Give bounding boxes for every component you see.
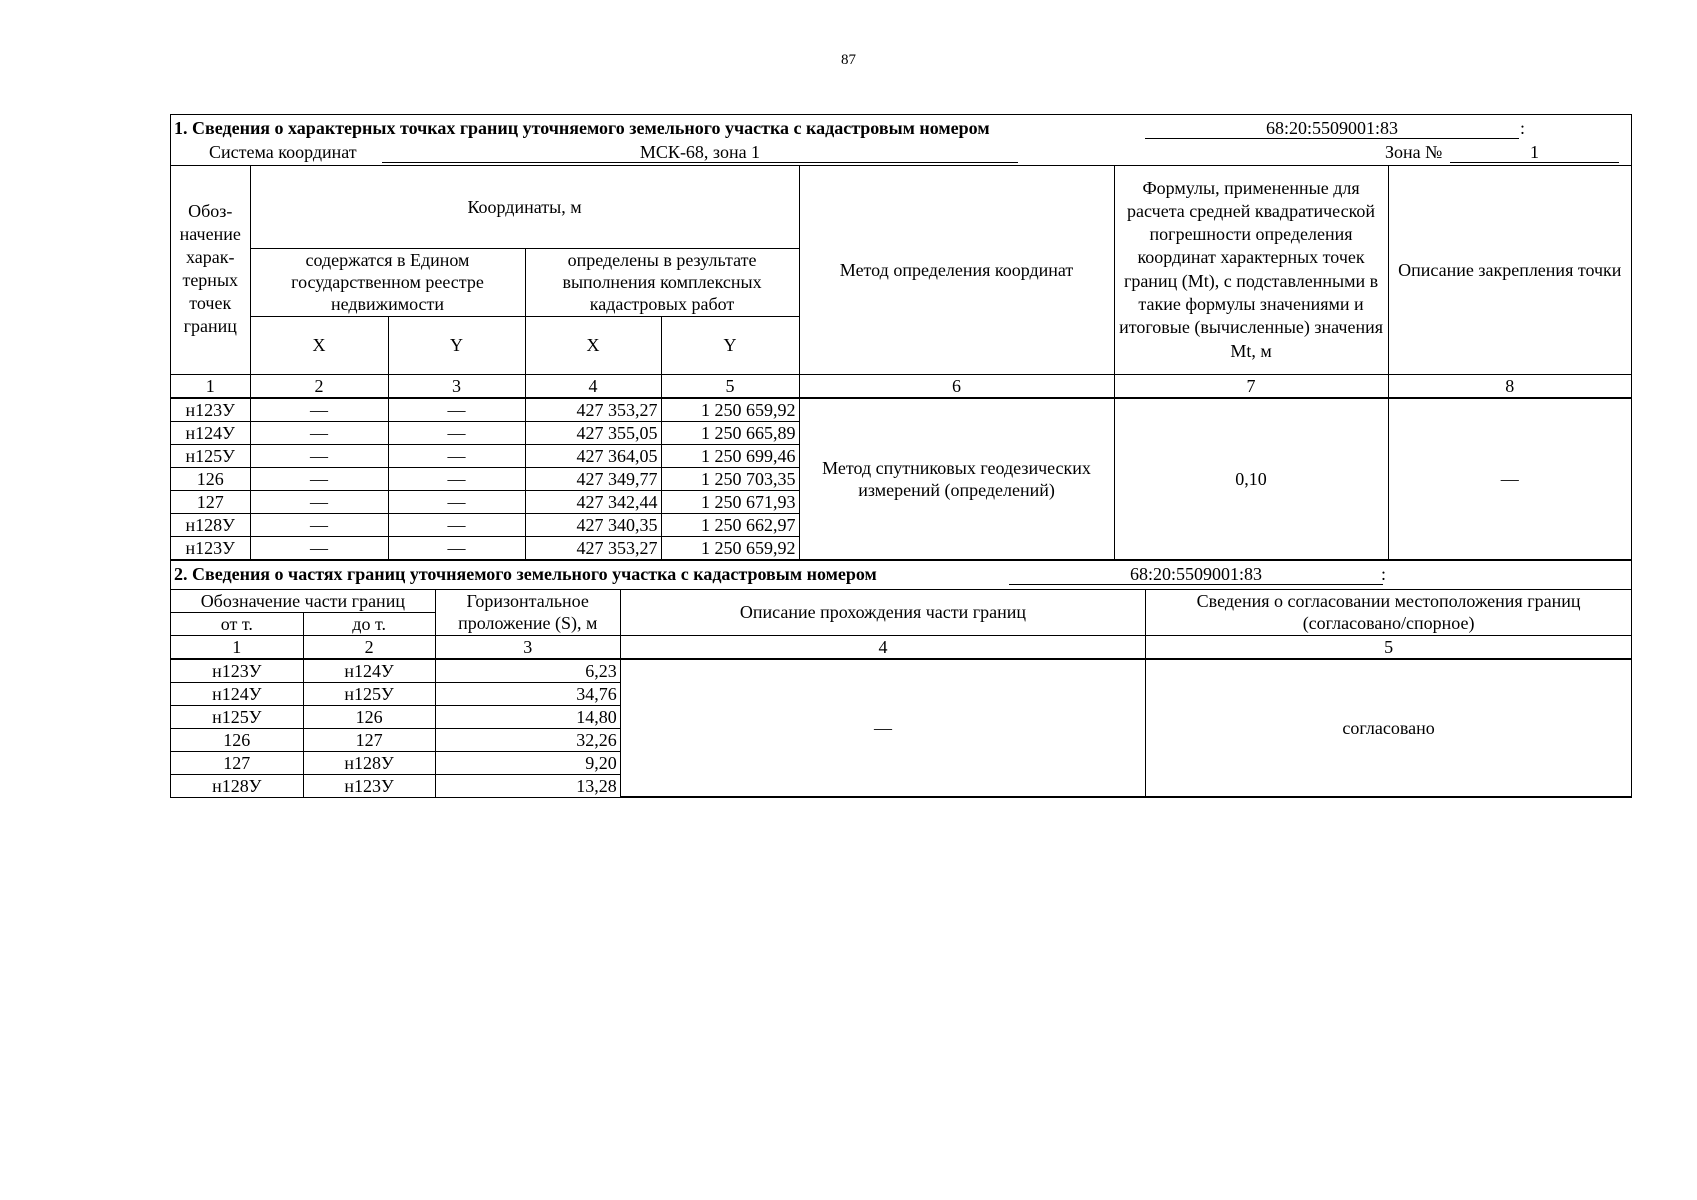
- point-id: н123У: [171, 398, 250, 422]
- egrn-x: —: [250, 536, 388, 559]
- zone-value: 1: [1450, 142, 1619, 163]
- header-fixing: Описание закрепления точки: [1388, 166, 1631, 374]
- egrn-y: —: [388, 490, 525, 513]
- section2-colon: :: [1381, 563, 1387, 584]
- header-to: до т.: [303, 612, 435, 635]
- to-point: 126: [303, 705, 435, 728]
- header-egrn-x: X: [250, 316, 388, 374]
- egrn-x: —: [250, 398, 388, 422]
- header-complex-y: Y: [661, 316, 799, 374]
- length-value: 32,26: [435, 728, 620, 751]
- header-agreement: Сведения о согласовании местоположения границ (согласовано/спорное): [1146, 590, 1631, 636]
- boundary-document: [170, 114, 1632, 798]
- table-row: [171, 659, 1631, 683]
- coord-x: 427 342,44: [525, 490, 661, 513]
- section2-cadastral-number: 68:20:5509001:83: [1009, 564, 1383, 585]
- coord-y: 1 250 671,93: [661, 490, 799, 513]
- from-point: н128У: [171, 774, 303, 797]
- section1-colon: :: [1520, 118, 1526, 138]
- page-number: 87: [841, 52, 856, 68]
- header-point-designation: Обоз-начение харак-терных точек границ: [171, 166, 250, 374]
- length-value: 14,80: [435, 705, 620, 728]
- header-from: от т.: [171, 612, 303, 635]
- section2-header: [171, 560, 1631, 590]
- egrn-x: —: [250, 513, 388, 536]
- col-number: 4: [525, 374, 661, 398]
- coord-x: 427 353,27: [525, 536, 661, 559]
- coord-x: 427 340,35: [525, 513, 661, 536]
- col-number: 7: [1114, 374, 1388, 398]
- egrn-y: —: [388, 513, 525, 536]
- col-number: 2: [303, 635, 435, 659]
- to-point: н125У: [303, 682, 435, 705]
- col-number: 1: [171, 635, 303, 659]
- to-point: н128У: [303, 751, 435, 774]
- length-value: 34,76: [435, 682, 620, 705]
- header-complex: определены в результате выполнения комплексных кадастровых работ: [525, 248, 799, 316]
- point-id: н125У: [171, 444, 250, 467]
- point-id: 126: [171, 467, 250, 490]
- col-number: 2: [250, 374, 388, 398]
- to-point: н123У: [303, 774, 435, 797]
- header-formula: Формулы, примененные для расчета средней квадратической погрешности определения координат характерных точек границ (Mt), с подставленными в такие формулы значениями и итоговые (вычисленные) значения Mt, м: [1114, 166, 1388, 374]
- col-number: 3: [435, 635, 620, 659]
- fixing-value: —: [1388, 398, 1631, 560]
- header-length: Горизонтальное проложение (S), м: [435, 590, 620, 636]
- col-number: 6: [799, 374, 1114, 398]
- header-egrn-y: Y: [388, 316, 525, 374]
- from-point: н124У: [171, 682, 303, 705]
- method-value: Метод спутниковых геодезических измерений (определений): [799, 398, 1114, 560]
- col-number: 4: [620, 635, 1145, 659]
- coord-y: 1 250 699,46: [661, 444, 799, 467]
- table-row: [171, 398, 1631, 422]
- point-id: н123У: [171, 536, 250, 559]
- header-description: Описание прохождения части границ: [620, 590, 1145, 636]
- parts-table: [171, 590, 1631, 798]
- egrn-y: —: [388, 467, 525, 490]
- egrn-y: —: [388, 536, 525, 559]
- description-value: —: [620, 659, 1145, 797]
- to-point: н124У: [303, 659, 435, 683]
- egrn-x: —: [250, 421, 388, 444]
- zone-label: Зона №: [1385, 142, 1443, 162]
- egrn-x: —: [250, 490, 388, 513]
- section1-header: [171, 115, 1631, 166]
- length-value: 13,28: [435, 774, 620, 797]
- section2-title: 2. Сведения о частях границ уточняемого земельного участка с кадастровым номером: [174, 563, 877, 584]
- point-id: н128У: [171, 513, 250, 536]
- from-point: н125У: [171, 705, 303, 728]
- egrn-y: —: [388, 398, 525, 422]
- coord-y: 1 250 703,35: [661, 467, 799, 490]
- points-table: [171, 166, 1631, 560]
- header-complex-x: X: [525, 316, 661, 374]
- egrn-x: —: [250, 444, 388, 467]
- to-point: 127: [303, 728, 435, 751]
- egrn-y: —: [388, 421, 525, 444]
- coord-y: 1 250 665,89: [661, 421, 799, 444]
- section1-title: 1. Сведения о характерных точках границ уточняемого земельного участка с кадастровым номером: [174, 118, 990, 138]
- mt-value: 0,10: [1114, 398, 1388, 560]
- point-id: н124У: [171, 421, 250, 444]
- coord-system-label: Система координат: [209, 142, 357, 162]
- header-method: Метод определения координат: [799, 166, 1114, 374]
- coord-y: 1 250 659,92: [661, 536, 799, 559]
- section1-cadastral-number: 68:20:5509001:83: [1145, 118, 1519, 139]
- col-number: 5: [1146, 635, 1631, 659]
- length-value: 9,20: [435, 751, 620, 774]
- header-part: Обозначение части границ: [171, 590, 435, 613]
- coord-x: 427 353,27: [525, 398, 661, 422]
- coord-system-value: МСК-68, зона 1: [382, 142, 1018, 163]
- col-number: 3: [388, 374, 525, 398]
- header-egrn: содержатся в Едином государственном реестре недвижимости: [250, 248, 525, 316]
- egrn-x: —: [250, 467, 388, 490]
- coord-x: 427 355,05: [525, 421, 661, 444]
- from-point: 127: [171, 751, 303, 774]
- coord-y: 1 250 659,92: [661, 398, 799, 422]
- egrn-y: —: [388, 444, 525, 467]
- from-point: 126: [171, 728, 303, 751]
- coord-x: 427 364,05: [525, 444, 661, 467]
- col-number: 5: [661, 374, 799, 398]
- coord-x: 427 349,77: [525, 467, 661, 490]
- coord-y: 1 250 662,97: [661, 513, 799, 536]
- header-coordinates: Координаты, м: [250, 166, 799, 248]
- col-number: 8: [1388, 374, 1631, 398]
- point-id: 127: [171, 490, 250, 513]
- agreement-value: согласовано: [1146, 659, 1631, 797]
- col-number: 1: [171, 374, 250, 398]
- from-point: н123У: [171, 659, 303, 683]
- length-value: 6,23: [435, 659, 620, 683]
